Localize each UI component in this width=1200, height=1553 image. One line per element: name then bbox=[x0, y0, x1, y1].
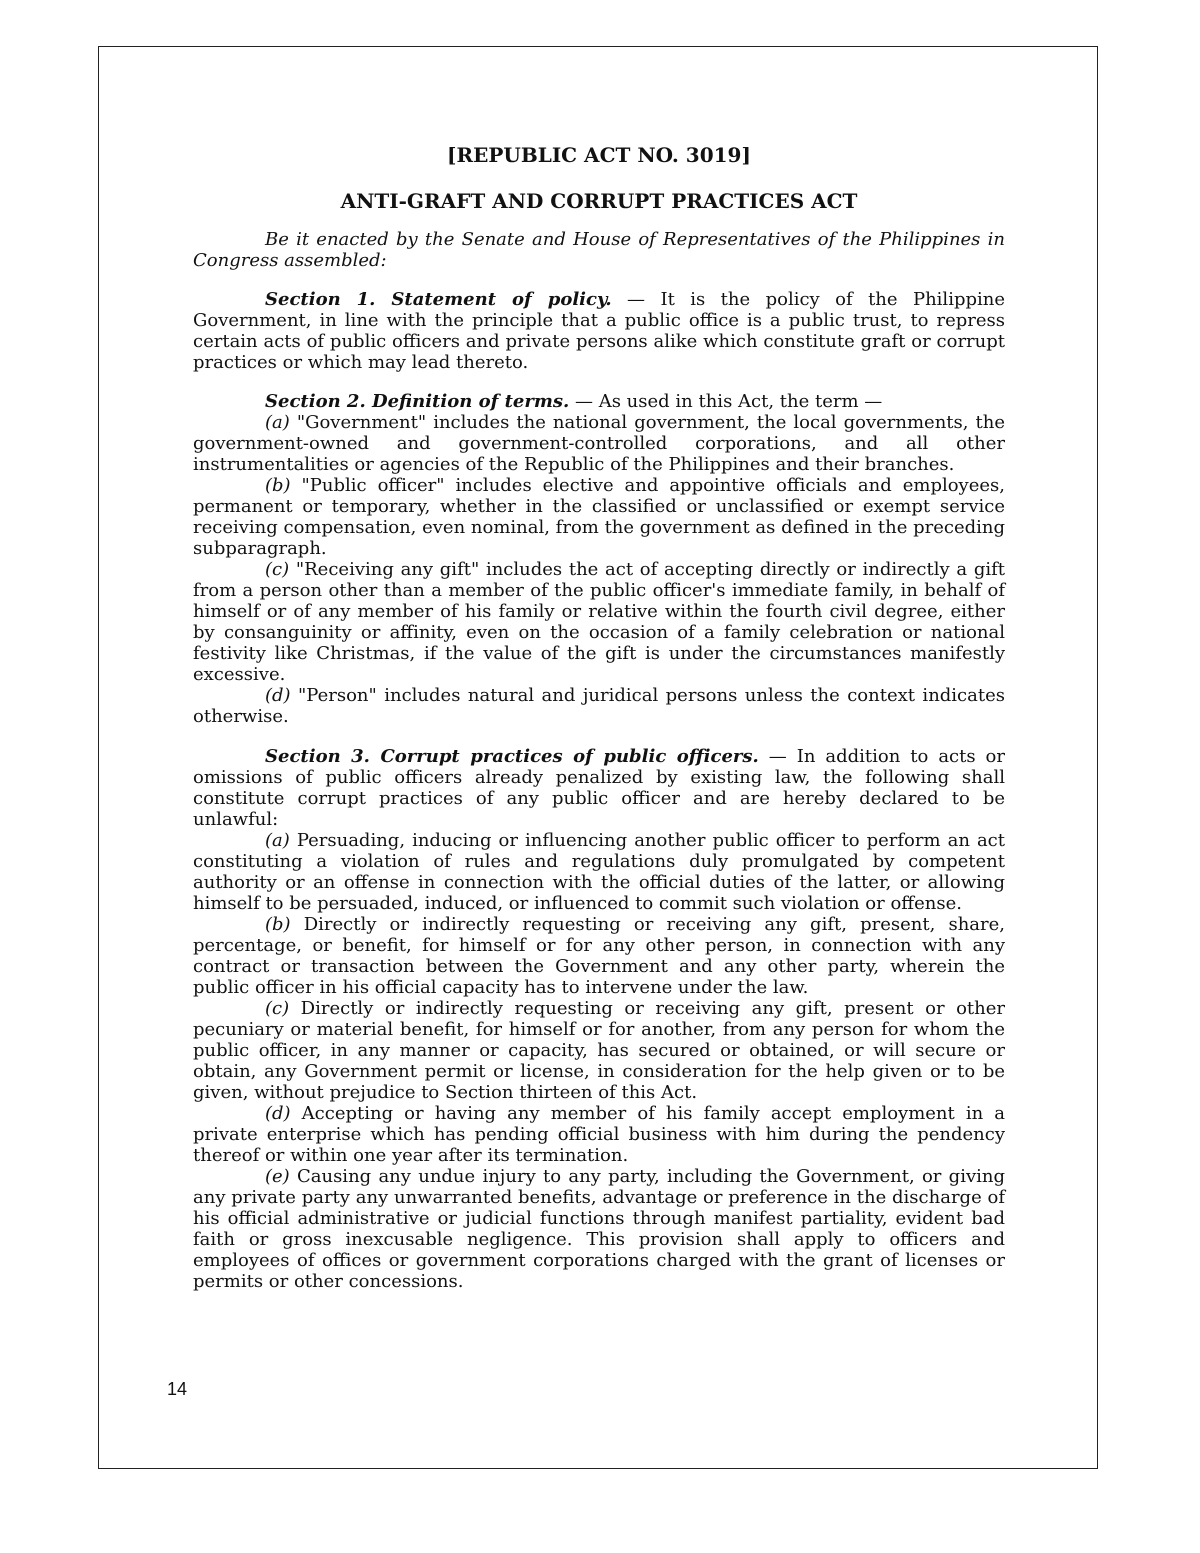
item-text: "Person" includes natural and juridical persons unless the context indicates otherwise. bbox=[193, 685, 1005, 727]
section-1 bbox=[193, 289, 1005, 373]
item-label: (b) bbox=[265, 475, 291, 496]
item-label: (a) bbox=[265, 830, 290, 851]
section-1-paragraph bbox=[193, 289, 1005, 373]
section-3 bbox=[193, 746, 1005, 1292]
item-text: "Receiving any gift" includes the act of accepting directly or indirectly a gift from a person other than a member of the public officer's immediate family, in behalf of himself or of any member of his family or relative within the fourth civil degree, either by consanguinity or affinity, even on the occasion of a family celebration or national festivity like Christmas, if the value of the gift is under the circumstances manifestly excessive. bbox=[193, 559, 1005, 685]
item-text: Accepting or having any member of his family accept employment in a private enterprise which has pending official business with him during the pendency thereof or within one year after its termination. bbox=[193, 1103, 1005, 1166]
section-2-item-a bbox=[193, 412, 1005, 475]
item-label: (b) bbox=[265, 914, 291, 935]
item-text: "Government" includes the national government, the local governments, the government-owned and government-controlled corporations, and all other instrumentalities or agencies of the Republic of the Philippines and their branches. bbox=[193, 412, 1005, 475]
section-3-item-e bbox=[193, 1166, 1005, 1292]
act-title: ANTI-GRAFT AND CORRUPT PRACTICES ACT bbox=[340, 189, 858, 213]
section-3-intro-paragraph bbox=[193, 746, 1005, 830]
section-1-heading: Section 1. Statement of policy. bbox=[265, 289, 612, 310]
item-label: (e) bbox=[265, 1166, 290, 1187]
item-label: (c) bbox=[265, 559, 290, 580]
section-3-item-c bbox=[193, 998, 1005, 1103]
item-text: "Public officer" includes elective and appointive officials and employees, permanent or temporary, whether in the classified or unclassified or exempt service receiving compensation, even nominal, from the government as defined in the preceding subparagraph. bbox=[193, 475, 1005, 559]
page-number: 14 bbox=[167, 1379, 188, 1399]
section-2-heading: Section 2. Definition of terms. bbox=[265, 391, 570, 412]
section-2-intro-paragraph bbox=[193, 391, 1005, 412]
item-text: Directly or indirectly requesting or receiving any gift, present, share, percentage, or benefit, for himself or for any other person, in connection with any contract or transaction between the Government and any other party, wherein the public officer in his official capacity has to intervene under the law. bbox=[193, 914, 1005, 998]
section-1-text: — It is the policy of the Philippine Government, in line with the principle that a public office is a public trust, to repress certain acts of public officers and private persons alike which constitute graft or corrupt practices or which may lead thereto. bbox=[193, 289, 1005, 373]
act-number: [REPUBLIC ACT NO. 3019] bbox=[447, 143, 751, 167]
section-2-item-b bbox=[193, 475, 1005, 559]
section-3-item-a bbox=[193, 830, 1005, 914]
document-body bbox=[193, 143, 1005, 1310]
item-label: (d) bbox=[265, 1103, 291, 1124]
section-2-intro: — As used in this Act, the term — bbox=[569, 391, 883, 412]
item-label: (c) bbox=[265, 998, 290, 1019]
item-text: Causing any undue injury to any party, including the Government, or giving any private party any unwarranted benefits, advantage or preference in the discharge of his official administrative or judicial functions through manifest partiality, evident bad faith or gross inexcusable negligence. This provision shall apply to officers and employees of offices or government corporations charged with the grant of licenses or permits or other concessions. bbox=[193, 1166, 1005, 1292]
section-3-item-b bbox=[193, 914, 1005, 998]
enacting-clause: Be it enacted by the Senate and House of Representatives of the Philippines in Congress assembled: bbox=[193, 229, 1005, 271]
item-text: Directly or indirectly requesting or receiving any gift, present or other pecuniary or material benefit, for himself or for another, from any person for whom the public officer, in any manner or capacity, has secured or obtained, or will secure or obtain, any Government permit or license, in consideration for the help given or to be given, without prejudice to Section thirteen of this Act. bbox=[193, 998, 1005, 1103]
item-label: (a) bbox=[265, 412, 290, 433]
section-2-item-d bbox=[193, 685, 1005, 727]
section-3-intro: — In addition to acts or omissions of public officers already penalized by existing law, the following shall constitute corrupt practices of any public officer and are hereby declared to be unlawful: bbox=[193, 746, 1005, 830]
item-text: Persuading, inducing or influencing another public officer to perform an act constituting a violation of rules and regulations duly promulgated by competent authority or an offense in connection with the official duties of the latter, or allowing himself to be persuaded, induced, or influenced to commit such violation or offense. bbox=[193, 830, 1005, 914]
item-label: (d) bbox=[265, 685, 291, 706]
section-3-heading: Section 3. Corrupt practices of public officers. bbox=[265, 746, 759, 767]
section-2 bbox=[193, 391, 1005, 727]
section-3-item-d bbox=[193, 1103, 1005, 1166]
section-2-item-c bbox=[193, 559, 1005, 685]
